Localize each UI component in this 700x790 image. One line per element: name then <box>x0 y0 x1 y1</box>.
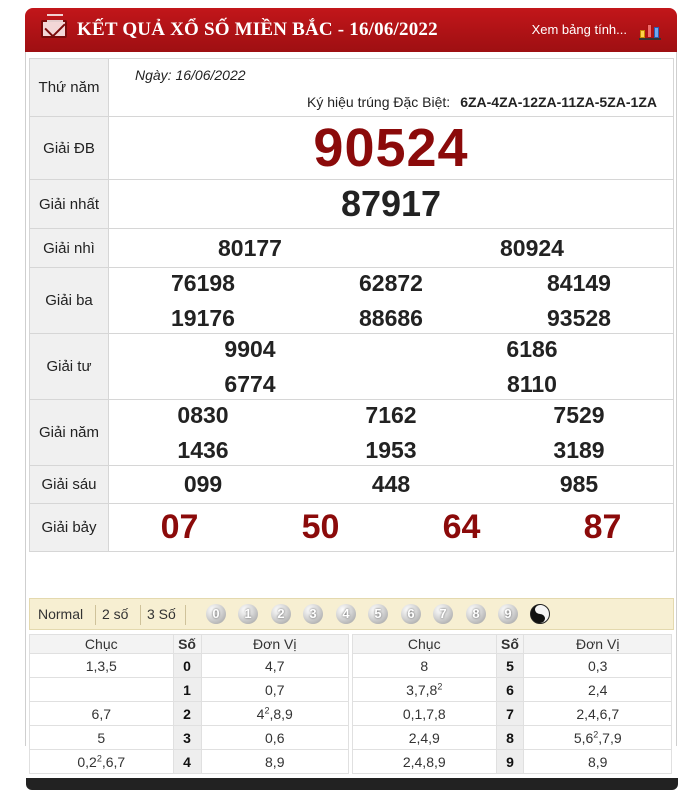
header-bar <box>25 8 677 52</box>
chuc-cell: 1,3,5 <box>30 654 174 678</box>
digit-1-button[interactable]: 1 <box>238 604 258 624</box>
col-header-don-vi: Đơn Vị <box>201 635 349 654</box>
col-header-so: Số <box>496 635 524 654</box>
prize-number: 448 <box>371 471 411 497</box>
don-vi-cell: 8,9 <box>524 750 672 774</box>
special-code-value: 6ZA-4ZA-12ZA-11ZA-5ZA-1ZA <box>460 94 657 110</box>
prize-number: 19176 <box>171 304 235 331</box>
col-header-chuc: Chục <box>353 635 497 654</box>
chuc-cell: 6,7 <box>30 702 174 726</box>
results-panel <box>25 52 677 770</box>
draw-date: Ngày: 16/06/2022 <box>135 67 246 83</box>
so-cell: 3 <box>173 726 201 750</box>
table-row <box>30 726 349 750</box>
digit-8-button[interactable]: 8 <box>466 604 486 624</box>
mode-2-digit-button[interactable]: 2 số <box>102 606 129 622</box>
bar-chart-icon[interactable] <box>639 18 663 40</box>
chuc-cell <box>30 678 174 702</box>
prize-number: 1953 <box>365 436 417 463</box>
special-code-label: Ký hiệu trúng Đặc Biệt: <box>307 94 451 110</box>
digit-9-button[interactable]: 9 <box>498 604 518 624</box>
prize-label-db: Giải ĐB <box>30 117 109 180</box>
don-vi-cell: 2,4,6,7 <box>524 702 672 726</box>
don-vi-cell: 0,3 <box>524 654 672 678</box>
prize-number: 6186 <box>506 335 558 362</box>
digit-5-button[interactable]: 5 <box>368 604 388 624</box>
prize-row-db <box>30 117 674 180</box>
so-cell: 1 <box>173 678 201 702</box>
prize-number: 84149 <box>547 269 611 296</box>
prize-number: 1436 <box>177 436 229 463</box>
digit-7-button[interactable]: 7 <box>433 604 453 624</box>
chuc-cell: 5 <box>30 726 174 750</box>
so-cell: 7 <box>496 702 524 726</box>
digit-2-button[interactable]: 2 <box>271 604 291 624</box>
don-vi-cell: $4^2,8,9$ <box>201 702 349 726</box>
prize-label-sau: Giải sáu <box>30 466 109 504</box>
prize-number: 985 <box>559 471 599 497</box>
prize-number: 7529 <box>553 401 605 428</box>
col-header-so: Số <box>173 635 201 654</box>
chuc-cell: 0,1,7,8 <box>353 702 497 726</box>
info-row <box>30 59 674 117</box>
prize-number: 8110 <box>507 370 557 397</box>
don-vi-cell: 0,7 <box>201 678 349 702</box>
chuc-cell: 3,7,8$^2$ <box>353 678 497 702</box>
table-row <box>353 702 672 726</box>
prize-row-ba <box>30 268 674 334</box>
so-cell: 9 <box>496 750 524 774</box>
table-row <box>353 678 672 702</box>
prize-number: 62872 <box>359 269 423 296</box>
prize-number: 0830 <box>177 401 229 428</box>
digit-6-button[interactable]: 6 <box>401 604 421 624</box>
prize-number: 87 <box>583 508 622 546</box>
chuc-cell: $0,2^2,6,7$ <box>30 750 174 774</box>
table-row <box>353 750 672 774</box>
digit-4-button[interactable]: 4 <box>336 604 356 624</box>
so-cell: 8 <box>496 726 524 750</box>
loto-table-left <box>29 634 349 774</box>
so-cell: 4 <box>173 750 201 774</box>
prize-row-bay <box>30 504 674 552</box>
prize-label-ba: Giải ba <box>30 268 109 334</box>
don-vi-cell: 2,4 <box>524 678 672 702</box>
prize-row-tu <box>30 334 674 400</box>
prize-number: 93528 <box>547 304 611 331</box>
results-table <box>29 58 674 552</box>
chuc-cell: 8 <box>353 654 497 678</box>
table-row <box>353 726 672 750</box>
mode-normal-button[interactable]: Normal <box>38 606 84 622</box>
so-cell: 0 <box>173 654 201 678</box>
chuc-cell: 2,4,9 <box>353 726 497 750</box>
table-row <box>30 702 349 726</box>
table-row <box>30 750 349 774</box>
yin-yang-icon[interactable] <box>530 604 550 624</box>
prize-number: 099 <box>183 471 223 497</box>
mail-icon <box>41 20 67 38</box>
view-table-link[interactable]: Xem bảng tính... <box>531 22 627 37</box>
prize-label-bay: Giải bảy <box>30 504 109 552</box>
prize-number: 7162 <box>365 401 417 428</box>
don-vi-cell: $5,6^2,7,9$ <box>524 726 672 750</box>
prize-label-nhi: Giải nhì <box>30 229 109 268</box>
prize-number: 80177 <box>218 234 282 261</box>
prize-number: 07 <box>160 508 199 546</box>
weekday-label: Thứ năm <box>30 59 109 117</box>
prize-number: 80924 <box>500 234 564 261</box>
prize-number: 6774 <box>224 370 276 397</box>
prize-row-nhi <box>30 229 674 268</box>
so-cell: 2 <box>173 702 201 726</box>
prize-label-nhat: Giải nhất <box>30 180 109 229</box>
col-header-chuc: Chục <box>30 635 174 654</box>
mode-3-digit-button[interactable]: 3 Số <box>147 606 176 622</box>
loto-table-right <box>352 634 672 774</box>
footer-bar <box>26 778 678 790</box>
prize-number: 50 <box>301 508 340 546</box>
prize-number-db: 90524 <box>109 117 674 180</box>
prize-number-nhat: 87917 <box>109 180 674 229</box>
prize-number: 76198 <box>171 269 235 296</box>
don-vi-cell: 4,7 <box>201 654 349 678</box>
so-cell: 6 <box>496 678 524 702</box>
prize-row-sau <box>30 466 674 504</box>
prize-row-nhat <box>30 180 674 229</box>
chuc-cell: 2,4,8,9 <box>353 750 497 774</box>
digit-3-button[interactable]: 3 <box>303 604 323 624</box>
display-mode-toolbar <box>29 598 674 630</box>
so-cell: 5 <box>496 654 524 678</box>
prize-label-tu: Giải tư <box>30 334 109 400</box>
digit-0-button[interactable]: 0 <box>206 604 226 624</box>
prize-label-nam: Giải năm <box>30 400 109 466</box>
col-header-don-vi: Đơn Vị <box>524 635 672 654</box>
don-vi-cell: 8,9 <box>201 750 349 774</box>
special-code <box>307 94 657 110</box>
results-widget <box>25 8 677 770</box>
prize-number: 9904 <box>224 335 276 362</box>
don-vi-cell: 0,6 <box>201 726 349 750</box>
table-row <box>30 678 349 702</box>
table-row <box>30 654 349 678</box>
prize-number: 3189 <box>553 436 605 463</box>
table-row <box>353 654 672 678</box>
page-title: KẾT QUẢ XỔ SỐ MIỀN BẮC - 16/06/2022 <box>77 19 438 40</box>
prize-number: 64 <box>442 508 481 546</box>
prize-row-nam <box>30 400 674 466</box>
prize-number: 88686 <box>359 304 423 331</box>
